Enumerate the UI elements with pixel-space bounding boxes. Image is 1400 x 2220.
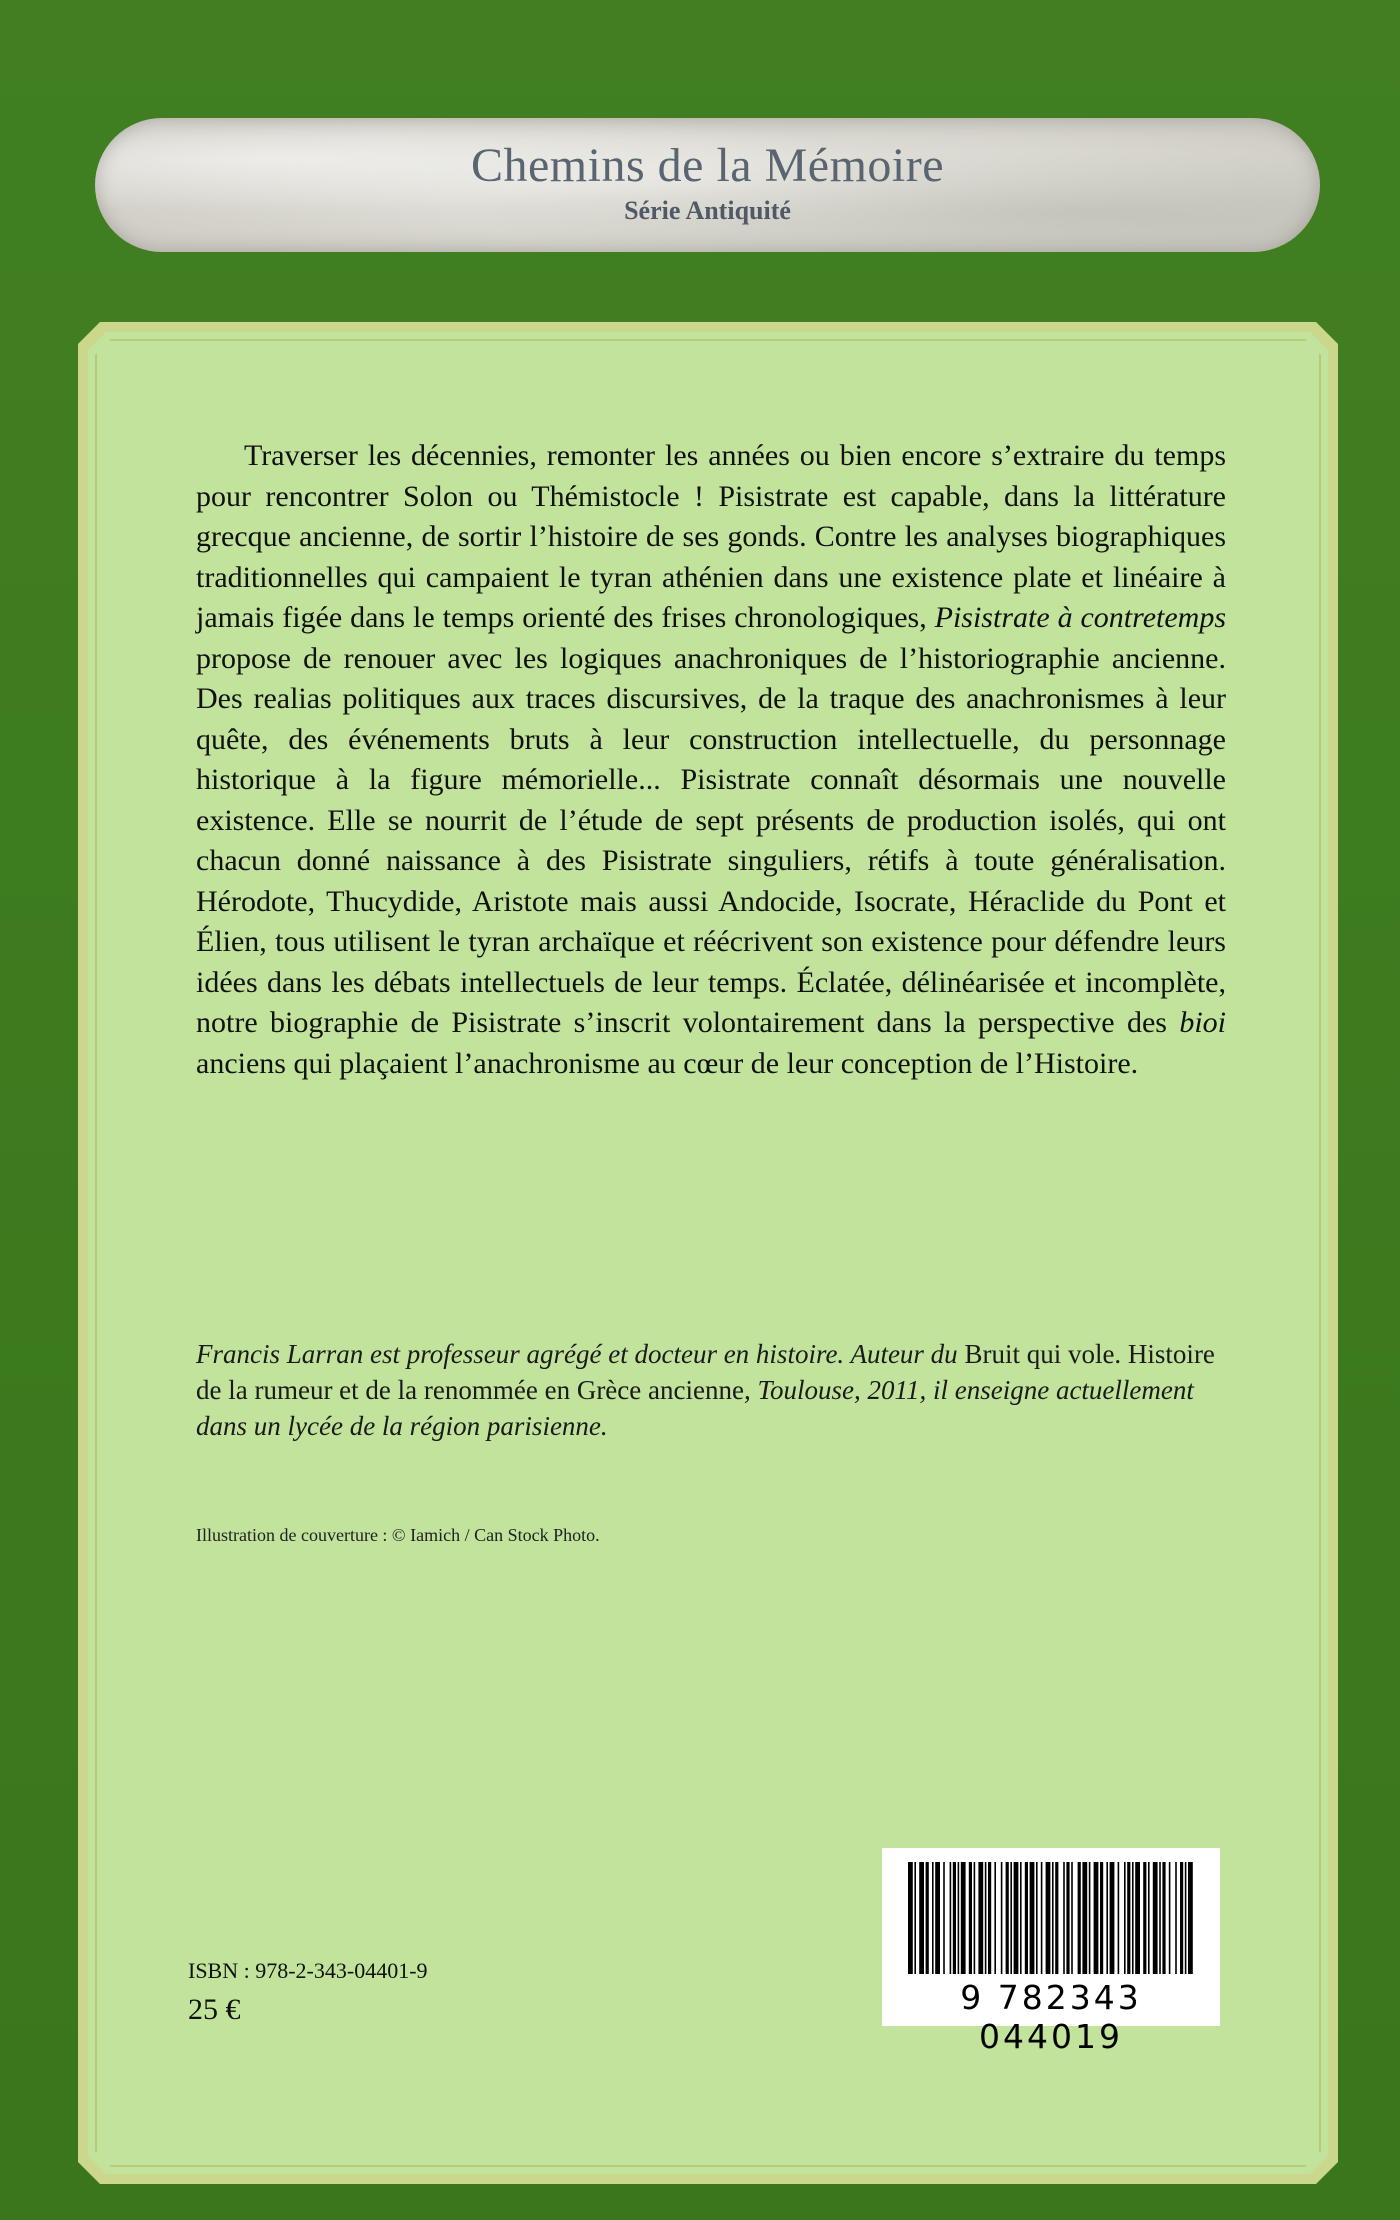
barcode-bar bbox=[1071, 1862, 1073, 1974]
author-previous-book: Bruit qui vole. Histoire de la rumeur et de la renommée en Grèce ancienne bbox=[196, 1339, 1215, 1405]
barcode-bar bbox=[978, 1862, 983, 1974]
summary-part-1: Traverser les décennies, remonter les années ou bien encore s’extraire du temps pour rencontrer Solon ou Thémistocle ! Pisistrate est capable, dans la littérature grecque ancienne, de sortir l’histoire de ses gonds. Contre les analyses biographiques traditionnelles qui campaient le tyran athénien dans une existence plate et linéaire à jamais figée dans le temps orienté des frises chronologiques, bbox=[196, 439, 1226, 634]
book-title-italic: Pisistrate à contretemps bbox=[934, 601, 1227, 634]
barcode-bar bbox=[1066, 1862, 1069, 1974]
bioi-term: bioi bbox=[1179, 1006, 1226, 1039]
author-rest: , Toulouse, 2011, il enseigne actuellement dans un lycée de la région parisienne. bbox=[196, 1375, 1194, 1441]
barcode-bar bbox=[953, 1862, 956, 1974]
barcode-bar bbox=[1159, 1862, 1161, 1974]
barcode-bar bbox=[1118, 1862, 1120, 1974]
isbn: ISBN : 978-2-343-04401-9 bbox=[188, 1958, 428, 1983]
series-banner bbox=[95, 118, 1320, 252]
barcode-bar bbox=[1046, 1862, 1051, 1974]
barcode-bar bbox=[994, 1862, 996, 1974]
barcode-bar bbox=[1135, 1862, 1140, 1974]
author-bio bbox=[196, 1336, 1226, 1444]
barcode-bar bbox=[1036, 1862, 1038, 1974]
barcode-bar bbox=[1041, 1862, 1043, 1974]
barcode-digits: 9 782343 044019 bbox=[960, 1978, 1142, 2056]
barcode-bar bbox=[1185, 1862, 1187, 1974]
barcode-bar bbox=[1020, 1862, 1022, 1974]
barcode-bar bbox=[969, 1862, 972, 1974]
barcode-bar bbox=[958, 1862, 960, 1974]
barcode-bar bbox=[1063, 1862, 1065, 1974]
barcode-bar bbox=[1153, 1862, 1158, 1974]
barcode-bar bbox=[1055, 1862, 1058, 1974]
barcode-bar bbox=[926, 1862, 929, 1974]
barcode-bar bbox=[1110, 1862, 1115, 1974]
barcode-bar bbox=[1094, 1862, 1099, 1974]
barcode-bar bbox=[908, 1862, 913, 1974]
barcode bbox=[882, 1848, 1220, 2056]
barcode-bar bbox=[950, 1862, 952, 1974]
barcode-bar bbox=[1180, 1862, 1183, 1974]
barcode-bar bbox=[961, 1862, 966, 1974]
summary-part-2: propose de renouer avec les logiques anachroniques de l’historiographie ancienne. Des realias politiques aux traces discursives, de la traque des anachronismes à leur quête, des événements bruts à leur construction intellectuelle, du personnage historique à la figure mémorielle... Pisistrate connaît désormais une nouvelle existence. Elle se nourrit de l’étude de sept présents de production isolés, qui ont chacun donné naissance à des Pisistrate singuliers, rétifs à toute généralisation. Hérodote, Thucydide, Aristote mais aussi Andocide, Isocrate, Héraclide du Pont et Élien, tous utilisent le tyran archaïque et réécrivent son existence pour défendre leurs idées dans les débats intellectuels de leur temps. Éclatée, délinéarisée et incomplète, notre biographie de Pisistrate s’inscrit volontairement dans la perspective des bbox=[196, 641, 1226, 1039]
barcode-bar bbox=[932, 1862, 934, 1974]
barcode-bar bbox=[1001, 1862, 1003, 1974]
barcode-bar bbox=[1089, 1862, 1091, 1974]
barcode-bar bbox=[985, 1862, 987, 1974]
summary-part-3: anciens qui plaçaient l’anachronisme au cœur de leur conception de l’Histoire. bbox=[196, 1046, 1139, 1080]
book-summary bbox=[196, 436, 1226, 1084]
barcode-bar bbox=[1169, 1862, 1171, 1974]
barcode-bar bbox=[1082, 1862, 1087, 1974]
barcode-bar bbox=[1010, 1862, 1012, 1974]
barcode-bar bbox=[1127, 1862, 1130, 1974]
barcode-bar bbox=[1188, 1862, 1193, 1974]
barcode-bar bbox=[1006, 1862, 1009, 1974]
barcode-bar bbox=[1014, 1862, 1019, 1974]
price: 25 € bbox=[188, 1993, 241, 2026]
barcode-bar bbox=[1148, 1862, 1150, 1974]
barcode-bar bbox=[943, 1862, 945, 1974]
barcode-bar bbox=[914, 1862, 916, 1974]
barcode-bar bbox=[1030, 1862, 1035, 1974]
author-intro: Francis Larran est professeur agrégé et docteur en histoire. Auteur du bbox=[196, 1339, 958, 1369]
barcode-bar bbox=[988, 1862, 991, 1974]
barcode-bar bbox=[1052, 1862, 1054, 1974]
barcode-bar bbox=[1162, 1862, 1165, 1974]
barcode-bar bbox=[1106, 1862, 1108, 1974]
barcode-bar bbox=[1124, 1862, 1126, 1974]
barcode-bar bbox=[1100, 1862, 1103, 1974]
illustration-credit: Illustration de couverture : © Iamich / Can Stock Photo. bbox=[196, 1525, 600, 1545]
barcode-bar bbox=[1143, 1862, 1146, 1974]
series-subtitle: Série Antiquité bbox=[624, 196, 791, 225]
barcode-bar bbox=[1078, 1862, 1081, 1974]
barcode-bar bbox=[919, 1862, 924, 1974]
barcode-bar bbox=[1025, 1862, 1028, 1974]
barcode-bar bbox=[974, 1862, 976, 1974]
series-title: Chemins de la Mémoire bbox=[470, 139, 945, 192]
barcode-bar bbox=[935, 1862, 940, 1974]
barcode-bar bbox=[1175, 1862, 1177, 1974]
barcode-bar bbox=[1132, 1862, 1134, 1974]
